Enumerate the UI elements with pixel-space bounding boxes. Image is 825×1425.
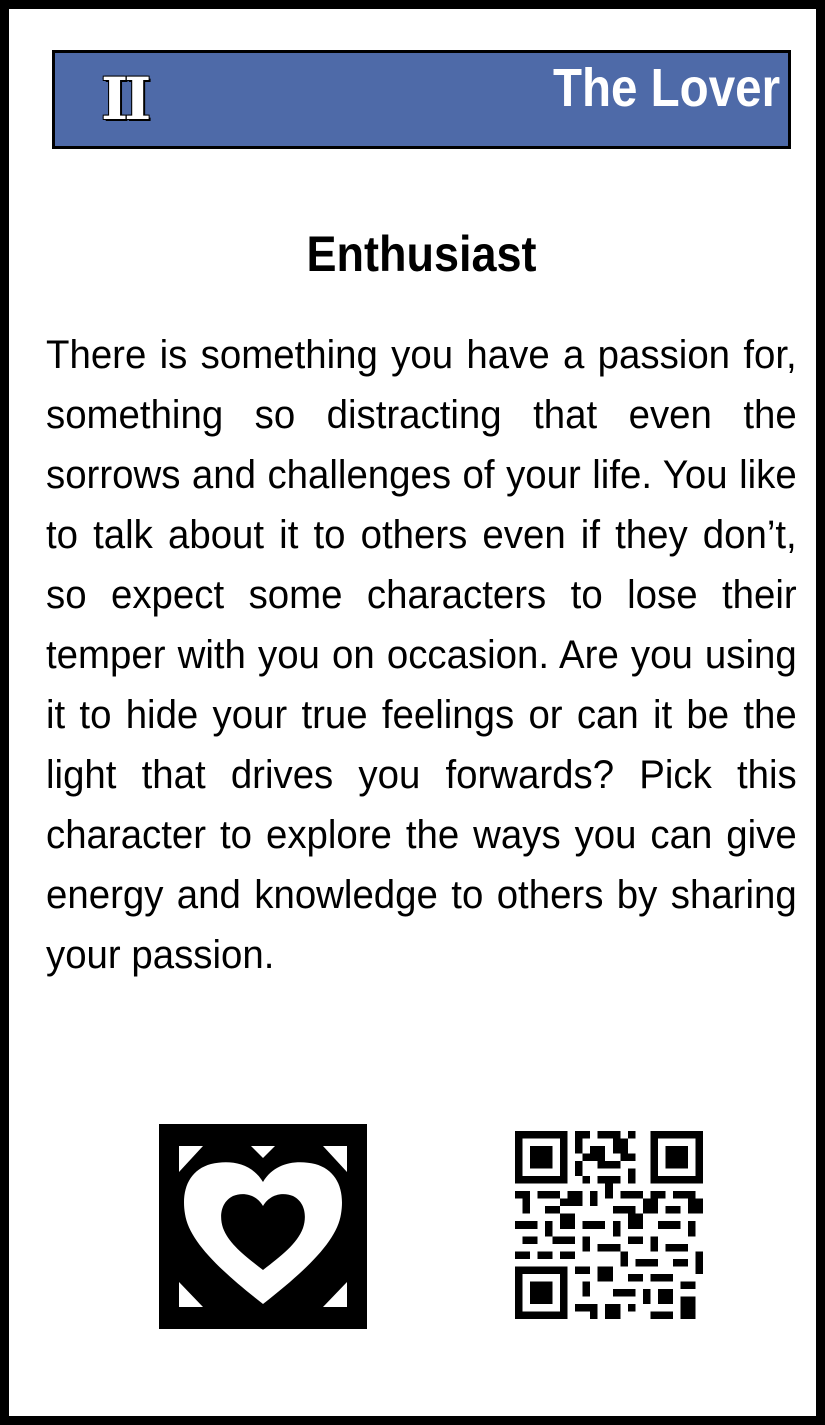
card-numeral: II — [101, 65, 148, 133]
role-heading: Enthusiast — [306, 226, 537, 282]
heart-icon — [159, 1124, 367, 1329]
description — [46, 325, 797, 985]
title-banner — [52, 50, 791, 149]
card-title: The Lover — [552, 58, 780, 118]
qr-code-icon — [515, 1131, 703, 1319]
description-text: There is something you have a passion for, something so distracting that even the sorrows and challenges of your life. You like to talk about it to others even if they don’t, so expect some characters to lose their temper with you on occasion. Are you using it to hide your true feelings or can it be the light that drives you forwards? Pick this character to explore the ways you can give energy and knowledge to others by sharing your passion. — [46, 333, 797, 977]
